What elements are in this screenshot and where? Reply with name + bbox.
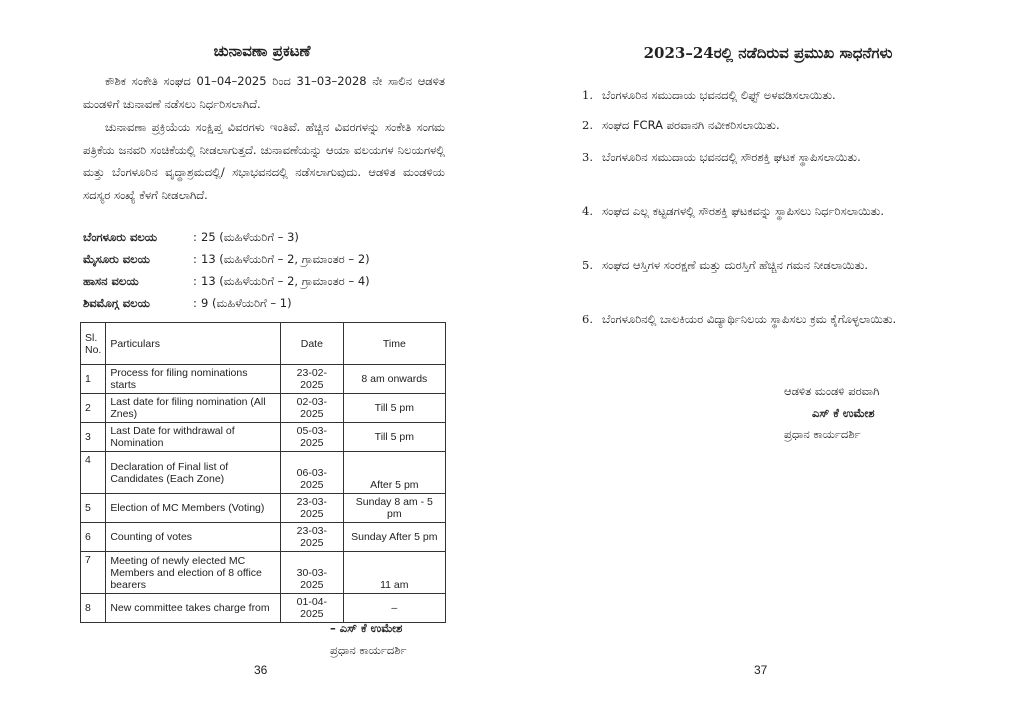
table-row bbox=[81, 394, 446, 423]
cell-date: 01-04-2025 bbox=[281, 594, 344, 623]
zone-detail: 9 (ಮಹಿಳೆಯರಿಗೆ – 1) bbox=[201, 296, 292, 310]
cell-particulars: Meeting of newly elected MC Members and election of 8 office bearers bbox=[106, 552, 281, 594]
zone-detail: 25 (ಮಹಿಳೆಯರಿಗೆ – 3) bbox=[201, 230, 299, 244]
page-number-right: 37 bbox=[754, 663, 768, 677]
notice-paragraph-2: ಚುನಾವಣಾ ಪ್ರಕ್ರಿಯೆಯ ಸಂಕ್ಷಿಪ್ತ ವಿವರಗಳು ಇಂತಿವೆ. ಹೆಚ್ಚಿನ ವಿವರಗಳನ್ನು ಸಂಕೇತಿ ಸಂಗಮ ಪತ್ರಿಕೆಯ ಜನವರಿ ಸಂಚಿಕೆಯಲ್ಲಿ ನೀಡಲಾಗುತ್ತದೆ. ಚುನಾವಣೆಯನ್ನು ಆಯಾ ವಲಯಗಳ ನಿಲಯಗಳಲ್ಲಿ ಮತ್ತು ಬೆಂಗಳೂರಿನ ವೃದ್ಧಾಶ್ರಮದಲ್ಲಿ/ ಸಭಾಭವನದಲ್ಲಿ ನಡೆಸಲಾಗುವುದು. ಆಡಳಿತ ಮಂಡಳಿಯ ಸದಸ್ಯರ ಸಂಖ್ಯೆ ಕೆಳಗೆ ನೀಡಲಾಗಿದೆ. bbox=[83, 120, 445, 202]
item-number: 5. bbox=[582, 258, 593, 272]
item-text: ಬೆಂಗಳೂರಿನ ಸಮುದಾಯ ಭವನದಲ್ಲಿ ಲಿಫ್ಟ್ ಅಳವಡಿಸಲಾಯಿತು. bbox=[602, 88, 836, 102]
cell-time: Sunday After 5 pm bbox=[343, 523, 445, 552]
item-text: ಬೆಂಗಳೂರಿನಲ್ಲಿ ಬಾಲಕಿಯರ ವಿದ್ಯಾರ್ಥಿನಿಲಯ ಸ್ಥಾಪಿಸಲು ಕ್ರಮ ಕೈಗೊಳ್ಳಲಾಯಿತು. bbox=[602, 312, 897, 326]
zone-row bbox=[83, 292, 453, 314]
item-number: 4. bbox=[582, 204, 593, 218]
cell-time: Till 5 pm bbox=[343, 423, 445, 452]
cell-time: 11 am bbox=[343, 552, 445, 594]
zone-name: ಶಿವಮೊಗ್ಗ ವಲಯ bbox=[83, 296, 150, 310]
zone-detail: 13 (ಮಹಿಳೆಯರಿಗೆ – 2, ಗ್ರಾಮಾಂತರ – 2) bbox=[201, 252, 370, 266]
cell-date: 30-03-2025 bbox=[281, 552, 344, 594]
cell-sl: 8 bbox=[81, 594, 106, 623]
item-text: ಸಂಘದ ಆಸ್ತಿಗಳ ಸಂರಕ್ಷಣೆ ಮತ್ತು ದುರಸ್ತಿಗೆ ಹೆಚ್ಚಿನ ಗಮನ ನೀಡಲಾಯಿತು. bbox=[602, 258, 869, 272]
cell-time: After 5 pm bbox=[343, 452, 445, 494]
left-signature-name: – ಎಸ್ ಕೆ ಉಮೇಶ bbox=[330, 621, 403, 635]
table-row bbox=[81, 452, 446, 494]
table-row bbox=[81, 365, 446, 394]
list-item bbox=[582, 200, 952, 222]
notice-paragraph-1: ಕೌಶಿಕ ಸಂಕೇತಿ ಸಂಘದ 01–04–2025 ರಿಂದ 31–03–2028 ನೇ ಸಾಲಿನ ಆಡಳಿತ ಮಂಡಳಿಗೆ ಚುನಾವಣೆ ನಡೆಸಲು ನಿರ್ಧರಿಸಲಾಗಿದೆ. bbox=[83, 74, 445, 111]
right-page bbox=[512, 0, 1024, 724]
right-signature-title: ಪ್ರಧಾನ ಕಾರ್ಯದರ್ಶಿ bbox=[784, 427, 861, 441]
cell-date: 05-03-2025 bbox=[281, 423, 344, 452]
election-schedule-table bbox=[80, 322, 446, 623]
cell-particulars: New committee takes charge from bbox=[106, 594, 281, 623]
item-text: ಸಂಘದ ಎಲ್ಲ ಕಟ್ಟಡಗಳಲ್ಲಿ ಸೌರಶಕ್ತಿ ಘಟಕವನ್ನು ಸ್ಥಾಪಿಸಲು ನಿರ್ಧರಿಸಲಾಯಿತು. bbox=[602, 204, 884, 218]
cell-sl: 4 bbox=[81, 452, 106, 494]
right-signature-name: ಎಸ್ ಕೆ ಉಮೇಶ bbox=[812, 406, 875, 420]
zone-seat-list bbox=[83, 226, 453, 314]
table-row bbox=[81, 423, 446, 452]
cell-time: 8 am onwards bbox=[343, 365, 445, 394]
zone-name: ಹಾಸನ ವಲಯ bbox=[83, 274, 139, 288]
page-number-left: 36 bbox=[254, 663, 268, 677]
cell-date: 02-03-2025 bbox=[281, 394, 344, 423]
cell-time: – bbox=[343, 594, 445, 623]
item-number: 6. bbox=[582, 312, 593, 326]
zone-row bbox=[83, 248, 453, 270]
item-number: 1. bbox=[582, 88, 593, 102]
election-notice-title: ಚುನಾವಣಾ ಪ್ರಕಟಣೆ bbox=[213, 42, 311, 60]
cell-particulars: Process for filing nominations starts bbox=[106, 365, 281, 394]
right-signature-on-behalf: ಆಡಳಿತ ಮಂಡಳಿ ಪರವಾಗಿ bbox=[784, 384, 880, 398]
table-row bbox=[81, 494, 446, 523]
cell-date: 23-02-2025 bbox=[281, 365, 344, 394]
item-text: ಸಂಘದ FCRA ಪರವಾನಗಿ ನವೀಕರಿಸಲಾಯಿತು. bbox=[602, 118, 780, 132]
list-item bbox=[582, 84, 952, 106]
item-number: 3. bbox=[582, 150, 593, 164]
list-item bbox=[582, 308, 952, 330]
zone-colon: : bbox=[193, 274, 197, 288]
cell-particulars: Declaration of Final list of Candidates (Each Zone) bbox=[106, 452, 281, 494]
zone-name: ಮೈಸೂರು ವಲಯ bbox=[83, 252, 150, 266]
left-signature-title: ಪ್ರಧಾನ ಕಾರ್ಯದರ್ಶಿ bbox=[330, 643, 407, 657]
header-sl-no: Sl. No. bbox=[81, 323, 106, 365]
cell-sl: 7 bbox=[81, 552, 106, 594]
cell-date: 23-03-2025 bbox=[281, 494, 344, 523]
header-particulars: Particulars bbox=[106, 323, 281, 365]
cell-particulars: Counting of votes bbox=[106, 523, 281, 552]
cell-date: 06-03-2025 bbox=[281, 452, 344, 494]
achievements-title: 2023–24ರಲ್ಲಿ ನಡೆದಿರುವ ಪ್ರಮುಖ ಸಾಧನೆಗಳು bbox=[643, 44, 893, 62]
table-row bbox=[81, 523, 446, 552]
cell-sl: 6 bbox=[81, 523, 106, 552]
zone-colon: : bbox=[193, 230, 197, 244]
cell-time: Till 5 pm bbox=[343, 394, 445, 423]
zone-row bbox=[83, 226, 453, 248]
cell-sl: 1 bbox=[81, 365, 106, 394]
table-row bbox=[81, 594, 446, 623]
cell-date: 23-03-2025 bbox=[281, 523, 344, 552]
cell-particulars: Last Date for withdrawal of Nomination bbox=[106, 423, 281, 452]
zone-row bbox=[83, 270, 453, 292]
cell-sl: 5 bbox=[81, 494, 106, 523]
list-item bbox=[582, 114, 952, 136]
zone-name: ಬೆಂಗಳೂರು ವಲಯ bbox=[83, 230, 158, 244]
item-number: 2. bbox=[582, 118, 593, 132]
header-date: Date bbox=[281, 323, 344, 365]
list-item bbox=[582, 254, 952, 276]
cell-sl: 2 bbox=[81, 394, 106, 423]
zone-colon: : bbox=[193, 252, 197, 266]
zone-detail: 13 (ಮಹಿಳೆಯರಿಗೆ – 2, ಗ್ರಾಮಾಂತರ – 4) bbox=[201, 274, 370, 288]
table-row bbox=[81, 552, 446, 594]
item-text: ಬೆಂಗಳೂರಿನ ಸಮುದಾಯ ಭವನದಲ್ಲಿ ಸೌರಶಕ್ತಿ ಘಟಕ ಸ್ಥಾಪಿಸಲಾಯಿತು. bbox=[602, 150, 861, 164]
list-item bbox=[582, 146, 952, 168]
cell-particulars: Last date for filing nomination (All Znes) bbox=[106, 394, 281, 423]
zone-colon: : bbox=[193, 296, 197, 310]
cell-sl: 3 bbox=[81, 423, 106, 452]
table-header-row bbox=[81, 323, 446, 365]
cell-time: Sunday 8 am - 5 pm bbox=[343, 494, 445, 523]
cell-particulars: Election of MC Members (Voting) bbox=[106, 494, 281, 523]
header-time: Time bbox=[343, 323, 445, 365]
